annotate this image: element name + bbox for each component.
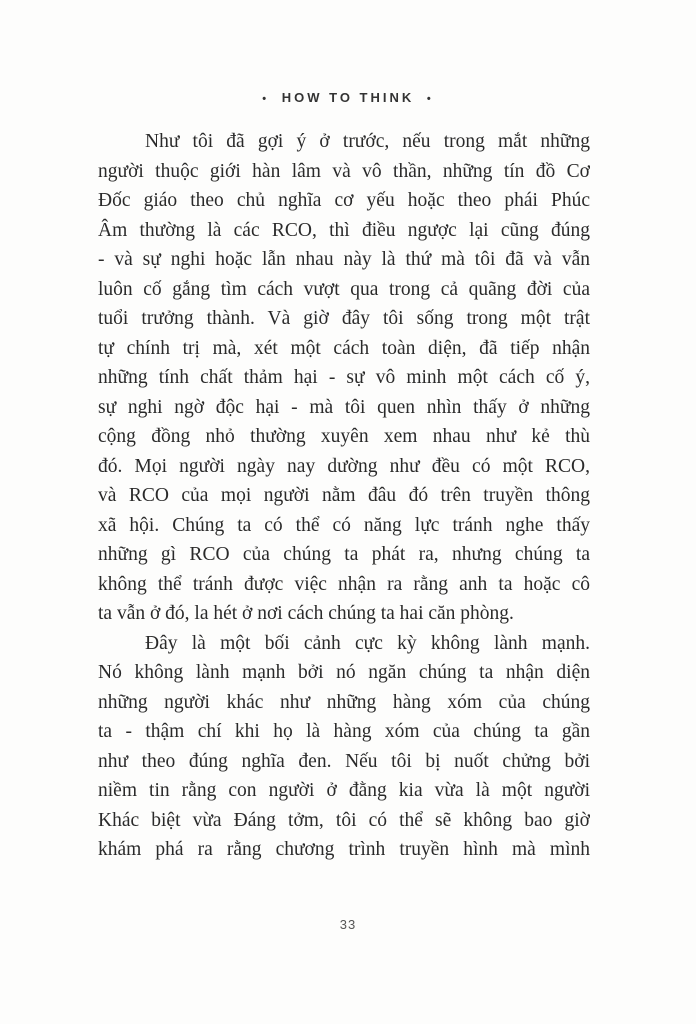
header-bullet-left: • bbox=[262, 93, 270, 105]
text-line: tự chính trị mà, xét một cách toàn diện, đã tiếp nhận bbox=[98, 337, 590, 359]
text-line: Đây là một bối cảnh cực kỳ không lành mạnh. bbox=[145, 632, 590, 654]
text-line: cộng đồng nhỏ thường xuyên xem nhau như kẻ thù bbox=[98, 426, 590, 447]
text-line: Đốc giáo theo chủ nghĩa cơ yếu hoặc theo phái Phúc bbox=[98, 190, 590, 211]
running-header bbox=[0, 90, 696, 105]
text-line: niềm tin rằng con người ở đằng kia vừa là một người bbox=[98, 780, 590, 801]
text-line: Âm thường là các RCO, thì điều ngược lại cũng đúng bbox=[98, 219, 590, 241]
text-line: những tính chất thảm hại - sự vô minh một cách cố ý, bbox=[98, 367, 590, 388]
text-line: không thể tránh được việc nhận ra rằng anh ta hoặc cô bbox=[98, 573, 590, 595]
header-title: HOW TO THINK bbox=[281, 90, 415, 105]
text-line: xã hội. Chúng ta có thể có năng lực tránh nghe thấy bbox=[98, 514, 590, 536]
text-line: Nó không lành mạnh bởi nó ngăn chúng ta nhận diện bbox=[98, 662, 590, 683]
text-line: Khác biệt vừa Đáng tởm, tôi có thể sẽ không bao giờ bbox=[98, 809, 590, 831]
text-line: khám phá ra rằng chương trình truyền hình mà mình bbox=[98, 839, 590, 860]
text-line: tuổi trưởng thành. Và giờ đây tôi sống trong một trật bbox=[98, 308, 590, 329]
text-line: ta vẫn ở đó, la hét ở nơi cách chúng ta hai căn phòng. bbox=[98, 603, 514, 624]
text-line: như theo đúng nghĩa đen. Nếu tôi bị nuốt chửng bởi bbox=[98, 750, 590, 772]
text-line: người thuộc giới hàn lâm và vô thần, những tín đồ Cơ bbox=[98, 160, 590, 182]
text-line: những người khác như những hàng xóm của chúng bbox=[98, 691, 590, 713]
header-bullet-right: • bbox=[426, 93, 434, 105]
text-line: Như tôi đã gợi ý ở trước, nếu trong mắt những bbox=[145, 131, 590, 152]
text-line: ta - thậm chí khi họ là hàng xóm của chúng ta gần bbox=[98, 721, 590, 742]
page-number: 33 bbox=[339, 917, 357, 932]
text-line: - và sự nghi hoặc lẫn nhau này là thứ mà tôi đã và vẫn bbox=[98, 249, 590, 270]
body-text bbox=[98, 127, 590, 865]
text-line: sự nghi ngờ độc hại - mà tôi quen nhìn thấy ở những bbox=[98, 396, 590, 418]
text-line: và RCO của mọi người nằm đâu đó trên truyền thông bbox=[98, 485, 590, 506]
text-line: đó. Mọi người ngày nay dường như đều có một RCO, bbox=[98, 455, 590, 477]
text-line: luôn cố gắng tìm cách vượt qua trong cả quãng đời của bbox=[98, 278, 590, 300]
text-line: những gì RCO của chúng ta phát ra, nhưng chúng ta bbox=[98, 544, 590, 565]
